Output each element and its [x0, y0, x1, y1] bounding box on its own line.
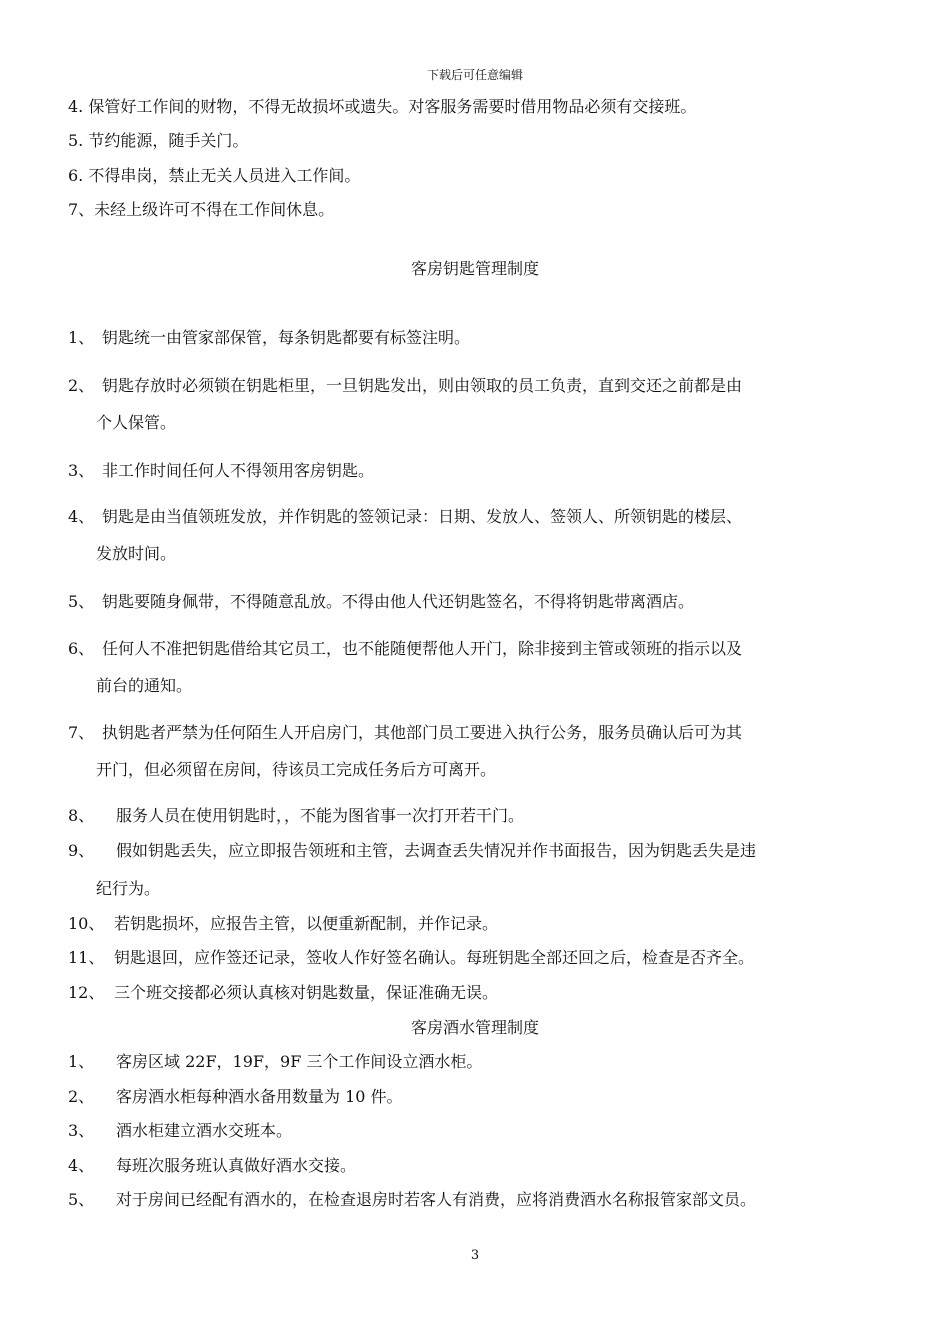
drink-rule-item — [68, 1084, 403, 1107]
key-rule-number: 1、 — [68, 328, 95, 347]
key-rule-text: 钥匙退回，应作签还记录，签收人作好签名确认。每班钥匙全部还回之后，检查是否齐全。 — [114, 948, 755, 967]
drink-rule-text: 每班次服务班认真做好酒水交接。 — [116, 1156, 357, 1175]
key-rule-number: 6、 — [68, 639, 95, 658]
section-title-drinks: 客房酒水管理制度 — [410, 1018, 539, 1037]
key-rule-item — [68, 838, 756, 861]
key-rule-item — [68, 911, 498, 934]
drink-rule-number: 3、 — [68, 1121, 95, 1140]
drink-rule-item — [68, 1153, 356, 1176]
workroom-rule: 7、未经上级许可不得在工作间休息。 — [68, 200, 335, 219]
drink-rule-text: 客房酒水柜每种酒水备用数量为 10 件。 — [116, 1087, 403, 1106]
key-rule-item — [68, 803, 524, 826]
key-rule-continuation: 发放时间。 — [96, 544, 177, 563]
key-rule-item — [68, 945, 754, 968]
workroom-rule: 6. 不得串岗，禁止无关人员进入工作间。 — [68, 166, 361, 185]
key-rule-item — [68, 325, 470, 348]
section-title-keys: 客房钥匙管理制度 — [410, 259, 539, 278]
key-rule-continuation: 纪行为。 — [96, 879, 161, 898]
key-rule-item — [68, 373, 742, 396]
page-number: 3 — [470, 1248, 480, 1263]
key-rule-text: 若钥匙损坏，应报告主管，以便重新配制，并作记录。 — [114, 914, 499, 933]
key-rule-text: 服务人员在使用钥匙时，，不能为图省事一次打开若干门。 — [116, 806, 525, 825]
key-rule-number: 4、 — [68, 507, 95, 526]
key-rule-continuation: 前台的通知。 — [96, 676, 193, 695]
key-rule-number: 9、 — [68, 841, 95, 860]
key-rule-number: 3、 — [68, 461, 95, 480]
drink-rule-item — [68, 1187, 756, 1210]
workroom-rule: 5. 节约能源，随手关门。 — [68, 131, 249, 150]
drink-rule-number: 1、 — [68, 1052, 95, 1071]
key-rule-number: 7、 — [68, 723, 95, 742]
drink-rule-number: 4、 — [68, 1156, 95, 1175]
key-rule-number: 5、 — [68, 592, 95, 611]
key-rule-item — [68, 458, 374, 481]
key-rule-item — [68, 720, 742, 743]
key-rule-text: 三个班交接都必须认真核对钥匙数量，保证准确无误。 — [114, 983, 499, 1002]
key-rule-text: 任何人不准把钥匙借给其它员工，也不能随便帮他人开门，除非接到主管或领班的指示以及 — [102, 639, 743, 658]
drink-rule-number: 5、 — [68, 1190, 95, 1209]
key-rule-text: 钥匙统一由管家部保管，每条钥匙都要有标签注明。 — [102, 328, 471, 347]
drink-rule-text: 酒水柜建立酒水交班本。 — [116, 1121, 293, 1140]
key-rule-item — [68, 589, 694, 612]
key-rule-number: 2、 — [68, 376, 95, 395]
key-rule-text: 假如钥匙丢失，应立即报告领班和主管，去调查丢失情况并作书面报告，因为钥匙丢失是违 — [116, 841, 757, 860]
drink-rule-item — [68, 1118, 292, 1141]
drink-rule-text: 客房区域 22F，19F，9F 三个工作间设立酒水柜。 — [116, 1052, 483, 1071]
key-rule-continuation: 个人保管。 — [96, 413, 177, 432]
key-rule-item — [68, 980, 498, 1003]
key-rule-text: 非工作时间任何人不得领用客房钥匙。 — [102, 461, 375, 480]
drink-rule-text: 对于房间已经配有酒水的，在检查退房时若客人有消费，应将消费酒水名称报管家部文员。 — [116, 1190, 757, 1209]
key-rule-number: 11、 — [68, 948, 105, 967]
drink-rule-item — [68, 1049, 482, 1072]
workroom-rule: 4. 保管好工作间的财物，不得无故损坏或遗失。对客服务需要时借用物品必须有交接班。 — [68, 97, 697, 116]
key-rule-text: 执钥匙者严禁为任何陌生人开启房门，其他部门员工要进入执行公务，服务员确认后可为其 — [102, 723, 743, 742]
key-rule-number: 10、 — [68, 914, 105, 933]
key-rule-number: 12、 — [68, 983, 105, 1002]
key-rule-item — [68, 636, 742, 659]
drink-rule-number: 2、 — [68, 1087, 95, 1106]
key-rule-number: 8、 — [68, 806, 95, 825]
key-rule-continuation: 开门，但必须留在房间，待该员工完成任务后方可离开。 — [96, 760, 497, 779]
key-rule-text: 钥匙要随身佩带，不得随意乱放。不得由他人代还钥匙签名，不得将钥匙带离酒店。 — [102, 592, 695, 611]
key-rule-text: 钥匙存放时必须锁在钥匙柜里，一旦钥匙发出，则由领取的员工负责，直到交还之前都是由 — [102, 376, 743, 395]
header-note: 下载后可任意编辑 — [426, 68, 523, 82]
key-rule-text: 钥匙是由当值领班发放，并作钥匙的签领记录：日期、发放人、签领人、所领钥匙的楼层、 — [102, 507, 743, 526]
key-rule-item — [68, 504, 742, 527]
